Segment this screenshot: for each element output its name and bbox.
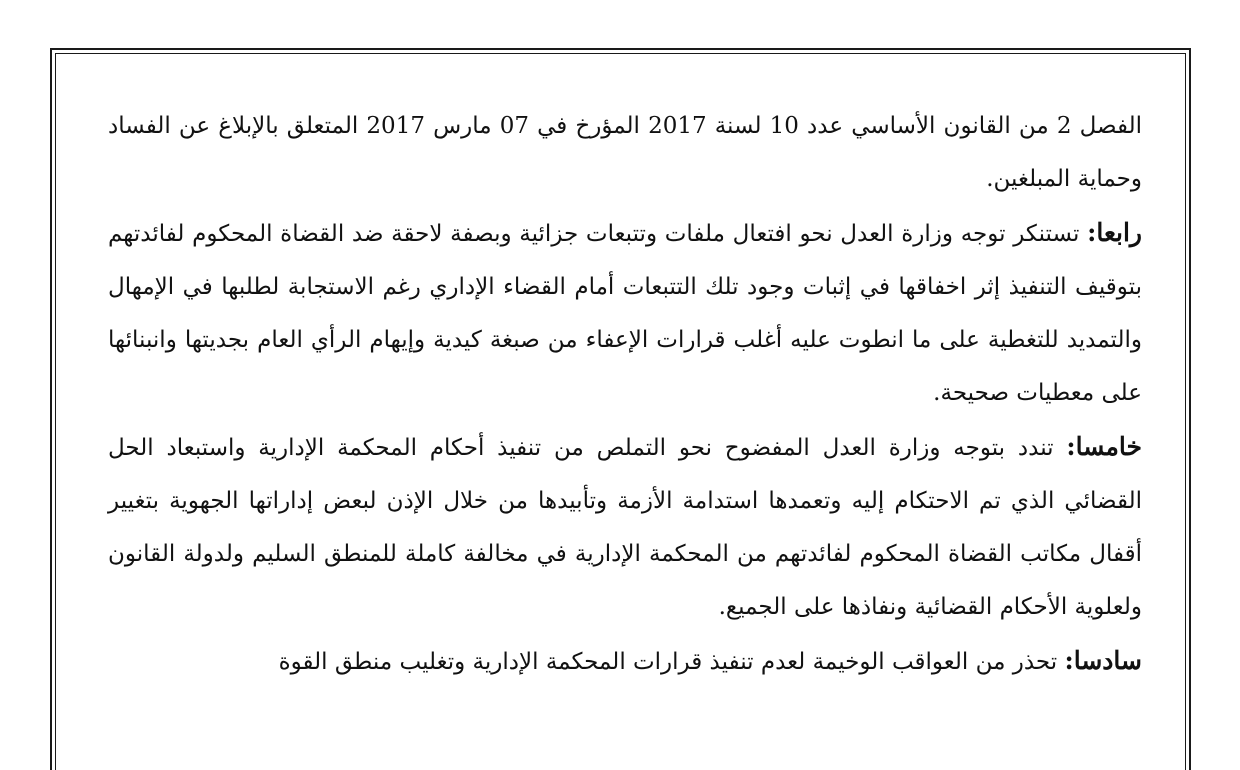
- paragraph-law-reference: [108, 98, 1142, 206]
- paragraph-fourth: [108, 206, 1142, 420]
- paragraph-label: رابعا:: [1087, 218, 1142, 247]
- paragraph-text: تندد بتوجه وزارة العدل المفضوح نحو التملص من تنفيذ أحكام المحكمة الإدارية واستبعاد الحل القضائي الذي تم الاحتكام إليه وتعمدها استدامة الأزمة وتأبيدها من خلال الإذن لبعض إداراتها الجهوية بتغيير أقفال مكاتب القضاة المحكوم لفائدتهم من المحكمة الإدارية في مخالفة كاملة للمنطق السليم ولدولة القانون ولعلوية الأحكام القضائية ونفاذها على الجميع.: [108, 435, 1142, 620]
- paragraph-fifth: [108, 420, 1142, 634]
- paragraph-text: تستنكر توجه وزارة العدل نحو افتعال ملفات وتتبعات جزائية وبصفة لاحقة ضد القضاة المحكوم لفائدتهم بتوقيف التنفيذ إثر اخفاقها في إثبات وجود تلك التتبعات أمام القضاء الإداري رغم الاستجابة لطلبها في الإمهال والتمديد للتغطية على ما انطوت عليه أغلب قرارات الإعفاء من صبغة كيدية وإيهام الرأي العام بجديتها وانبنائها على معطيات صحيحة.: [108, 221, 1142, 406]
- statement-body: [108, 98, 1142, 689]
- paragraph-label: سادسا:: [1064, 646, 1142, 675]
- paragraph-label: خامسا:: [1066, 432, 1142, 461]
- paragraph-text: الفصل 2 من القانون الأساسي عدد 10 لسنة 2017 المؤرخ في 07 مارس 2017 المتعلق بالإبلاغ عن الفساد وحماية المبلغين.: [108, 113, 1142, 192]
- paragraph-text: تحذر من العواقب الوخيمة لعدم تنفيذ قرارات المحكمة الإدارية وتغليب منطق القوة: [278, 649, 1065, 675]
- paragraph-sixth: [108, 634, 1142, 689]
